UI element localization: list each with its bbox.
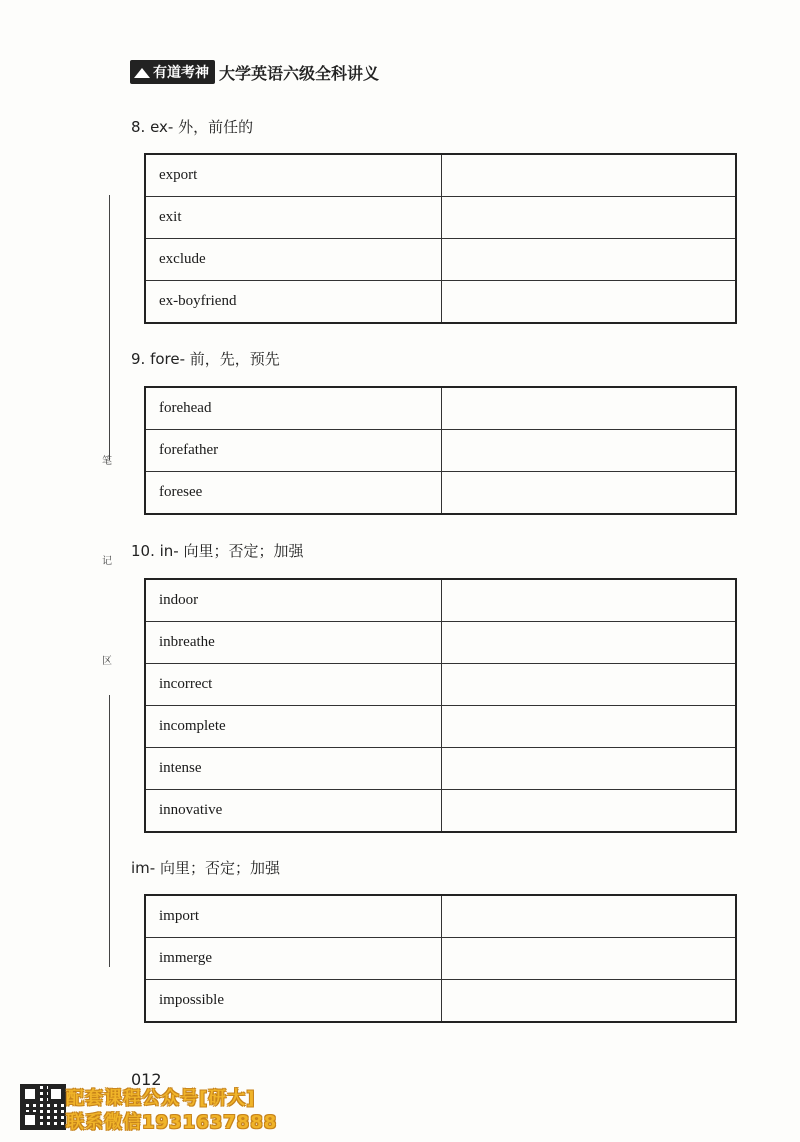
section-title-in: 10. in- 向里；否定；加强: [131, 542, 304, 560]
qr-corner: [22, 1112, 38, 1128]
book-title: 大学英语六级全科讲义: [219, 63, 380, 83]
section-title-fore: 9. fore- 前，先，预先: [131, 350, 280, 368]
table-row: [145, 281, 736, 324]
word-cell: intense: [145, 748, 442, 790]
answer-cell: [442, 430, 737, 472]
answer-cell: [442, 472, 737, 515]
page-number: 012: [131, 1070, 162, 1089]
qr-corner: [48, 1086, 64, 1102]
table-row: [145, 938, 736, 980]
brand-logo: [130, 60, 215, 84]
vocab-table-ex: [144, 153, 737, 324]
answer-cell: [442, 664, 737, 706]
table-row: [145, 706, 736, 748]
word-cell: impossible: [145, 980, 442, 1023]
vocab-table-fore: [144, 386, 737, 515]
word-cell: forefather: [145, 430, 442, 472]
answer-cell: [442, 239, 737, 281]
table-row: [145, 154, 736, 197]
table-row: [145, 579, 736, 622]
margin-char-2: 记: [102, 556, 112, 567]
qr-code-icon: [20, 1084, 66, 1130]
word-cell: incomplete: [145, 706, 442, 748]
margin-line-bottom: [109, 695, 110, 967]
answer-cell: [442, 706, 737, 748]
table-row: [145, 790, 736, 833]
word-cell: immerge: [145, 938, 442, 980]
table-row: [145, 472, 736, 515]
word-cell: inbreathe: [145, 622, 442, 664]
margin-char-1: 笔: [102, 456, 112, 467]
word-cell: foresee: [145, 472, 442, 515]
section-title-ex: 8. ex- 外，前任的: [131, 118, 254, 136]
answer-cell: [442, 938, 737, 980]
answer-cell: [442, 622, 737, 664]
logo-text: 有道考神: [153, 65, 209, 81]
word-cell: forehead: [145, 387, 442, 430]
table-row: [145, 387, 736, 430]
answer-cell: [442, 748, 737, 790]
answer-cell: [442, 980, 737, 1023]
table-row: [145, 197, 736, 239]
margin-line-top: [109, 195, 110, 460]
section-title-im: im- 向里；否定；加强: [131, 859, 280, 877]
logo-icon: [134, 66, 150, 78]
answer-cell: [442, 387, 737, 430]
table-row: [145, 895, 736, 938]
qr-corner: [22, 1086, 38, 1102]
table-row: [145, 748, 736, 790]
word-cell: incorrect: [145, 664, 442, 706]
word-cell: innovative: [145, 790, 442, 833]
answer-cell: [442, 579, 737, 622]
word-cell: import: [145, 895, 442, 938]
answer-cell: [442, 790, 737, 833]
table-row: [145, 980, 736, 1023]
word-cell: ex-boyfriend: [145, 281, 442, 324]
answer-cell: [442, 895, 737, 938]
word-cell: exit: [145, 197, 442, 239]
promo-line-1: 配套课程公众号[研大]: [66, 1088, 256, 1109]
answer-cell: [442, 197, 737, 239]
table-row: [145, 430, 736, 472]
answer-cell: [442, 281, 737, 324]
word-cell: exclude: [145, 239, 442, 281]
vocab-table-im: [144, 894, 737, 1023]
word-cell: export: [145, 154, 442, 197]
table-row: [145, 664, 736, 706]
margin-char-3: 区: [102, 656, 112, 667]
answer-cell: [442, 154, 737, 197]
word-cell: indoor: [145, 579, 442, 622]
vocab-table-in: [144, 578, 737, 833]
table-row: [145, 622, 736, 664]
table-row: [145, 239, 736, 281]
page-header: [130, 60, 379, 84]
promo-line-2: 联系微信1931637888: [66, 1112, 278, 1133]
